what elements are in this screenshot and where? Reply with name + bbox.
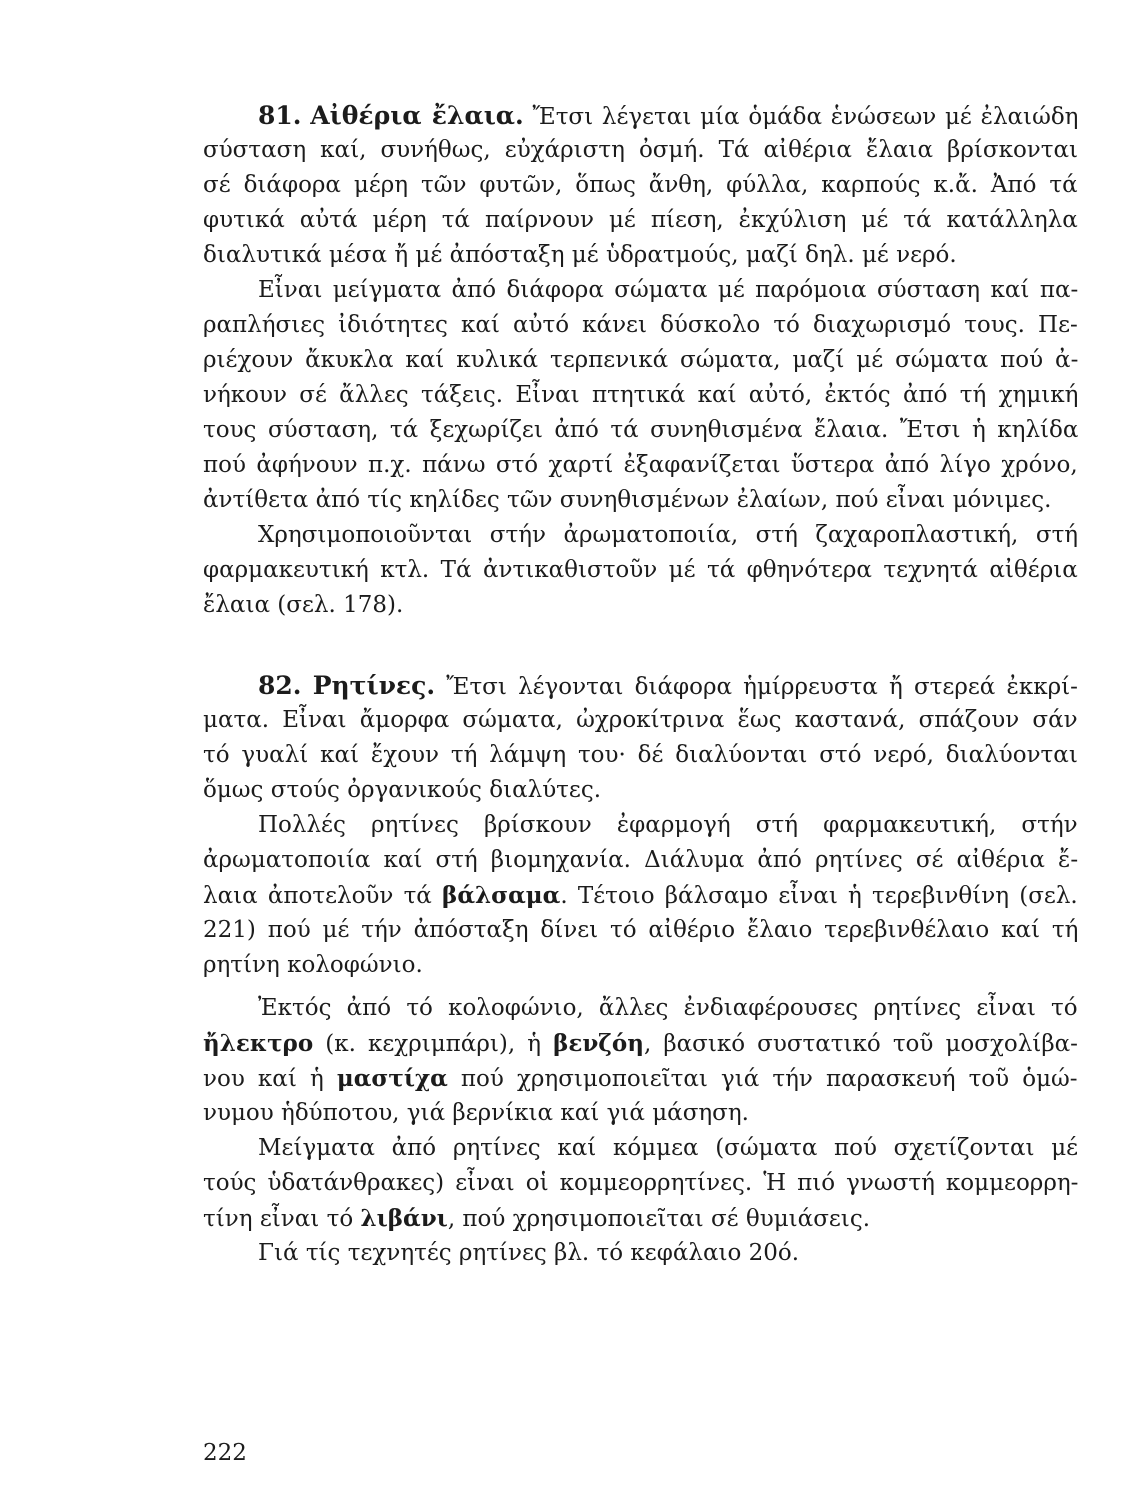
paragraph-line: Πολλές ρητίνες βρίσκουν ἐφαρμογή στή φαρμακευτική, στήν [258, 812, 1078, 838]
paragraph-line: ραπλήσιες ἰδιότητες καί αὐτό κάνει δύσκολο τό διαχωρισμό τους. Πε- [203, 312, 1078, 338]
paragraph-line: ριέχουν ἄκυκλα καί κυλικά τερπενικά σώματα, μαζί μέ σώματα πού ἀ- [203, 347, 1079, 373]
paragraph-line: ἀντίθετα ἀπό τίς κηλίδες τῶν συνηθισμένων ἐλαίων, πού εἶναι μόνιμες. [203, 487, 1052, 513]
page-number: 222 [203, 1440, 247, 1466]
section-82-title: Ρητίνες. [312, 671, 436, 700]
paragraph-line: τους σύσταση, τά ξεχωρίζει ἀπό τά συνηθισμένα ἔλαια. Ἔτσι ἡ κηλίδα [203, 417, 1079, 443]
paragraph-line: πού ἀφήνουν π.χ. πάνω στό χαρτί ἐξαφανίζεται ὕστερα ἀπό λίγο χρόνο, [203, 452, 1078, 478]
section-81-title: Αἰθέρια ἔλαια. [310, 101, 524, 130]
paragraph-line: Μείγματα ἀπό ρητίνες καί κόμμεα (σώματα πού σχετίζονται μέ [258, 1135, 1079, 1161]
paragraph-line: ὅμως στούς ὀργανικούς διαλύτες. [203, 777, 602, 803]
term-livani: λιβάνι [360, 1205, 448, 1232]
term-ilektro: ἤλεκτρο [203, 1030, 314, 1057]
paragraph-line: νήκουν σέ ἄλλες τάξεις. Εἶναι πτητικά καί αὐτό, ἐκτός ἀπό τή χημική [203, 382, 1079, 408]
paragraph-line: Ἐκτός ἀπό τό κολοφώνιο, ἄλλες ἐνδιαφέρουσες ρητίνες εἶναι τό [258, 995, 1078, 1021]
section-gap [203, 623, 1078, 668]
term-balsama: βάλσαμα [442, 882, 561, 909]
paragraph-line: σέ διάφορα μέρη τῶν φυτῶν, ὅπως ἄνθη, φύλλα, καρπούς κ.ἄ. Ἀπό τά [203, 172, 1078, 198]
section-82-number: 82. [258, 671, 302, 700]
paragraph-line: ρητίνη κολοφώνιο. [203, 952, 423, 978]
paragraph-line: νυμου ἡδύποτου, γιά βερνίκια καί γιά μάσηση. [203, 1100, 749, 1126]
paragraph-line: φυτικά αὐτά μέρη τά παίρνουν μέ πίεση, ἐκχύλιση μέ τά κατάλληλα [203, 207, 1078, 233]
paragraph-line: φαρμακευτική κτλ. Τά ἀντικαθιστοῦν μέ τά φθηνότερα τεχνητά αἰθέρια [203, 557, 1078, 583]
paragraph-line: τούς ὑδατάνθρακες) εἶναι οἱ κομμεορρητίνες. Ἡ πιό γνωστή κομμεορρη- [203, 1170, 1079, 1196]
paragraph-line: 221) πού μέ τήν ἀπόσταξη δίνει τό αἰθέριο ἔλαιο τερεβινθέλαιο καί τή [203, 917, 1079, 943]
paragraph-line: τό γυαλί καί ἔχουν τή λάμψη του· δέ διαλύονται στό νερό, διαλύονται [203, 742, 1078, 768]
paragraph-line: νου καί ἡ μαστίχα πού χρησιμοποιεῖται γιά τήν παρασκευή τοῦ ὁμώ- [203, 1065, 1078, 1092]
paragraph-line: ἀρωματοποιία καί στή βιομηχανία. Διάλυμα ἀπό ρητίνες σέ αἰθέρια ἔ- [203, 847, 1079, 873]
paragraph-line: Εἶναι μείγματα ἀπό διάφορα σώματα μέ παρόμοια σύσταση καί πα- [258, 277, 1079, 303]
section-81-number: 81. [258, 101, 302, 130]
section-82-heading-line: 82. Ρητίνες. Ἔτσι λέγονται διάφορα ἡμίρρευστα ἤ στερεά ἐκκρί- [258, 671, 1078, 700]
body-text [203, 98, 1078, 1271]
paragraph-line: ματα. Εἶναι ἄμορφα σώματα, ὠχροκίτρινα ἕως καστανά, σπάζουν σάν [203, 707, 1078, 733]
paragraph-line: τίνη εἶναι τό λιβάνι, πού χρησιμοποιεῖται σέ θυμιάσεις. [203, 1205, 871, 1232]
paragraph-line: ἔλαια (σελ. 178). [203, 592, 404, 618]
term-mastixa: μαστίχα [336, 1065, 448, 1092]
paragraph-line: Χρησιμοποιοῦνται στήν ἀρωματοποιία, στή ζαχαροπλαστική, στή [258, 522, 1079, 548]
paragraph-line: σύσταση καί, συνήθως, εὐχάριστη ὀσμή. Τά αἰθέρια ἔλαια βρίσκονται [203, 137, 1079, 163]
section-81-heading-line: 81. Αἰθέρια ἔλαια. Ἔτσι λέγεται μία ὁμάδα ἑνώσεων μέ ἐλαιώδη [258, 101, 1079, 130]
paragraph-line: ἤλεκτρο (κ. κεχριμπάρι), ἡ βενζόη, βασικό συστατικό τοῦ μοσχολίβα- [203, 1030, 1078, 1057]
paragraph-line: Γιά τίς τεχνητές ρητίνες βλ. τό κεφάλαιο 20ό. [258, 1240, 800, 1266]
term-venzoi: βενζόη [553, 1030, 644, 1057]
paragraph-line: διαλυτικά μέσα ἤ μέ ἀπόσταξη μέ ὑδρατμούς, μαζί δηλ. μέ νερό. [203, 242, 957, 268]
paragraph-line: λαια ἀποτελοῦν τά βάλσαμα. Τέτοιο βάλσαμο εἶναι ἡ τερεβινθίνη (σελ. [203, 882, 1078, 909]
